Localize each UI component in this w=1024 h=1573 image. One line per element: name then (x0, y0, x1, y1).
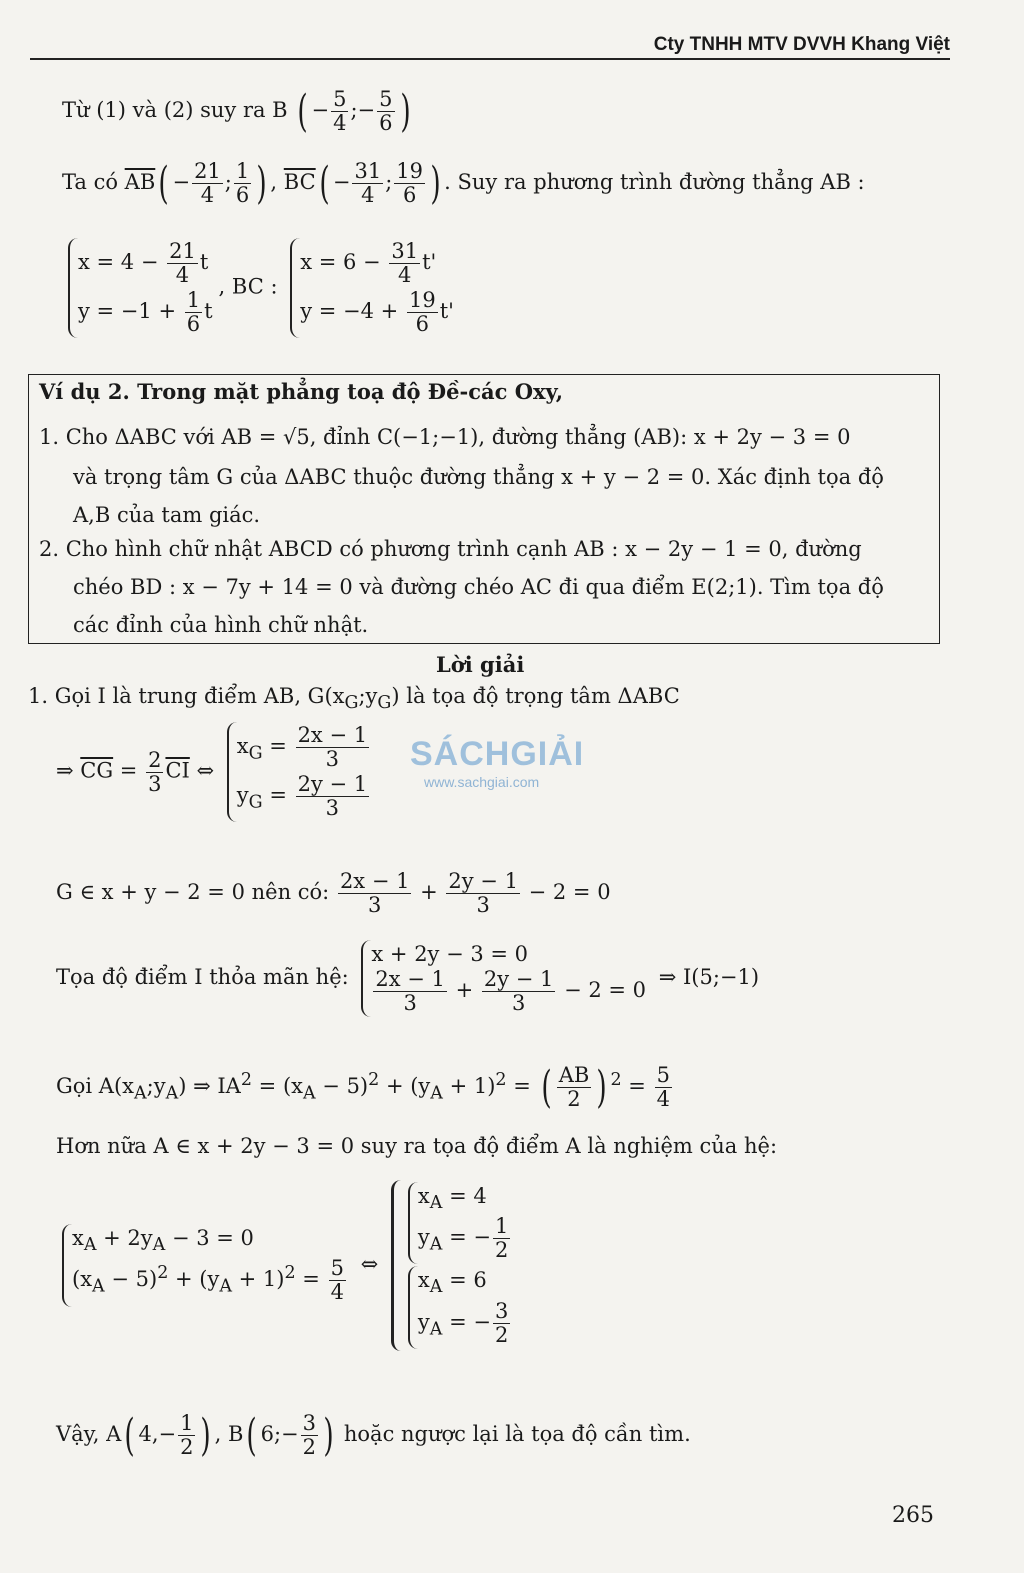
example-item2-line1: 2. Cho hình chữ nhật ABCD có phương trình cạnh AB : x − 2y − 1 = 0, đường (39, 537, 862, 561)
example-item1-line3: A,B của tam giác. (73, 503, 261, 527)
watermark-url: www.sachgiai.com (424, 774, 540, 790)
header-rule (30, 58, 950, 60)
line1-text: Từ (1) và (2) suy ra B (62, 98, 288, 123)
solution-line-7: $x_A + 2y_A - 3 = 0$ $(x_A - 5)^2 + (y_A + 1)^2$ = $\frac{5}{4}$ ⇔ $x_A = 4$ $y_A$ = − $\frac{1}{2}$ $x_A = 6$ $y_A$ = − $\frac{3}{2}$ (56, 1180, 524, 1351)
example-item2-line3: các đỉnh của hình chữ nhật. (73, 613, 369, 637)
solution-heading: Lời giải (436, 652, 525, 677)
watermark-title: SÁCHGIẢI (410, 735, 585, 773)
example-item1-line1: 1. Cho ΔABC với AB = √5, đỉnh C(−1;−1), đường thẳng (AB): x + 2y − 3 = 0 (39, 425, 851, 449)
content-line-3: x = 4 − $\frac{21}{4}$ t y = −1 + $\frac{1}{6}$ t , BC : x = 6 − $\frac{31}{4}$ t' y = −4 + $\frac{19}{6}$ t' (62, 238, 460, 338)
line2-tail: . Suy ra phương trình đường thẳng AB : (444, 170, 865, 195)
solution-line-6: Hơn nữa A ∈ x + 2y − 3 = 0 suy ra tọa độ điểm A là nghiệm của hệ: (56, 1134, 778, 1158)
solution-line-3: G ∈ x + y − 2 = 0 nên có: $\frac{2x - 1}{3}$ + $\frac{2y - 1}{3}$ − 2 = 0 (56, 869, 611, 918)
example-box (28, 374, 940, 644)
page-number: 265 (892, 1503, 934, 1528)
header-publisher: Cty TNHH MTV DVVH Khang Việt (653, 34, 950, 55)
content-line-2: Ta có $\overline{AB}$( − $\frac{21}{4}$ ; $\frac{1}{6}$ ) , $\overline{BC}$( − $\frac{31}{4}$ ; $\frac{19}{6}$ ) . Suy ra phương trình đường thẳng AB : (62, 157, 865, 209)
solution-line-5: Gọi $A(x_A;y_A)$ ⇒ $IA^2 = (x_A - 5)^2 + (y_A + 1)^2$ = ( $\frac{AB}{2}$ ) $^2$ = $\frac{5}{4}$ (56, 1061, 670, 1113)
solution-line-2: ⇒ $\overline{CG}$ = $\frac{2}{3}$ $\overline{CI}$ ⇔ $x_G$ = $\frac{2x - 1}{3}$ $y_G$ = $\frac{2y - 1}{3}$ (56, 722, 377, 822)
content-line-1: Từ (1) và (2) suy ra B ( − $\frac{5}{4}$ ;− $\frac{5}{6}$ ) (62, 85, 411, 137)
line2-text: Ta có (62, 170, 118, 195)
solution-line-8: Vậy, A( 4,− $\frac{1}{2}$ ) , B( 6;− $\frac{3}{2}$ ) hoặc ngược lại là tọa độ cần tìm. (56, 1409, 691, 1461)
example-title: Ví dụ 2. Trong mặt phẳng toạ độ Đề-các Oxy, (39, 379, 564, 404)
example-item1-line2: và trọng tâm G của ΔABC thuộc đường thẳng x + y − 2 = 0. Xác định tọa độ (73, 465, 884, 489)
solution-line-1: 1. Gọi I là trung điểm AB, $G(x_G;y_G)$ là tọa độ trọng tâm ΔABC (28, 684, 680, 714)
watermark (410, 735, 584, 790)
solution-line-4: Tọa độ điểm I thỏa mãn hệ: x + 2y − 3 = 0 $\frac{2x - 1}{3}$ + $\frac{2y - 1}{3}$ − 2 = 0 ⇒ I(5;−1) (56, 940, 759, 1017)
example-item2-line2: chéo BD : x − 7y + 14 = 0 và đường chéo AC đi qua điểm E(2;1). Tìm tọa độ (73, 575, 884, 599)
line3-sep: , BC : (218, 274, 278, 299)
